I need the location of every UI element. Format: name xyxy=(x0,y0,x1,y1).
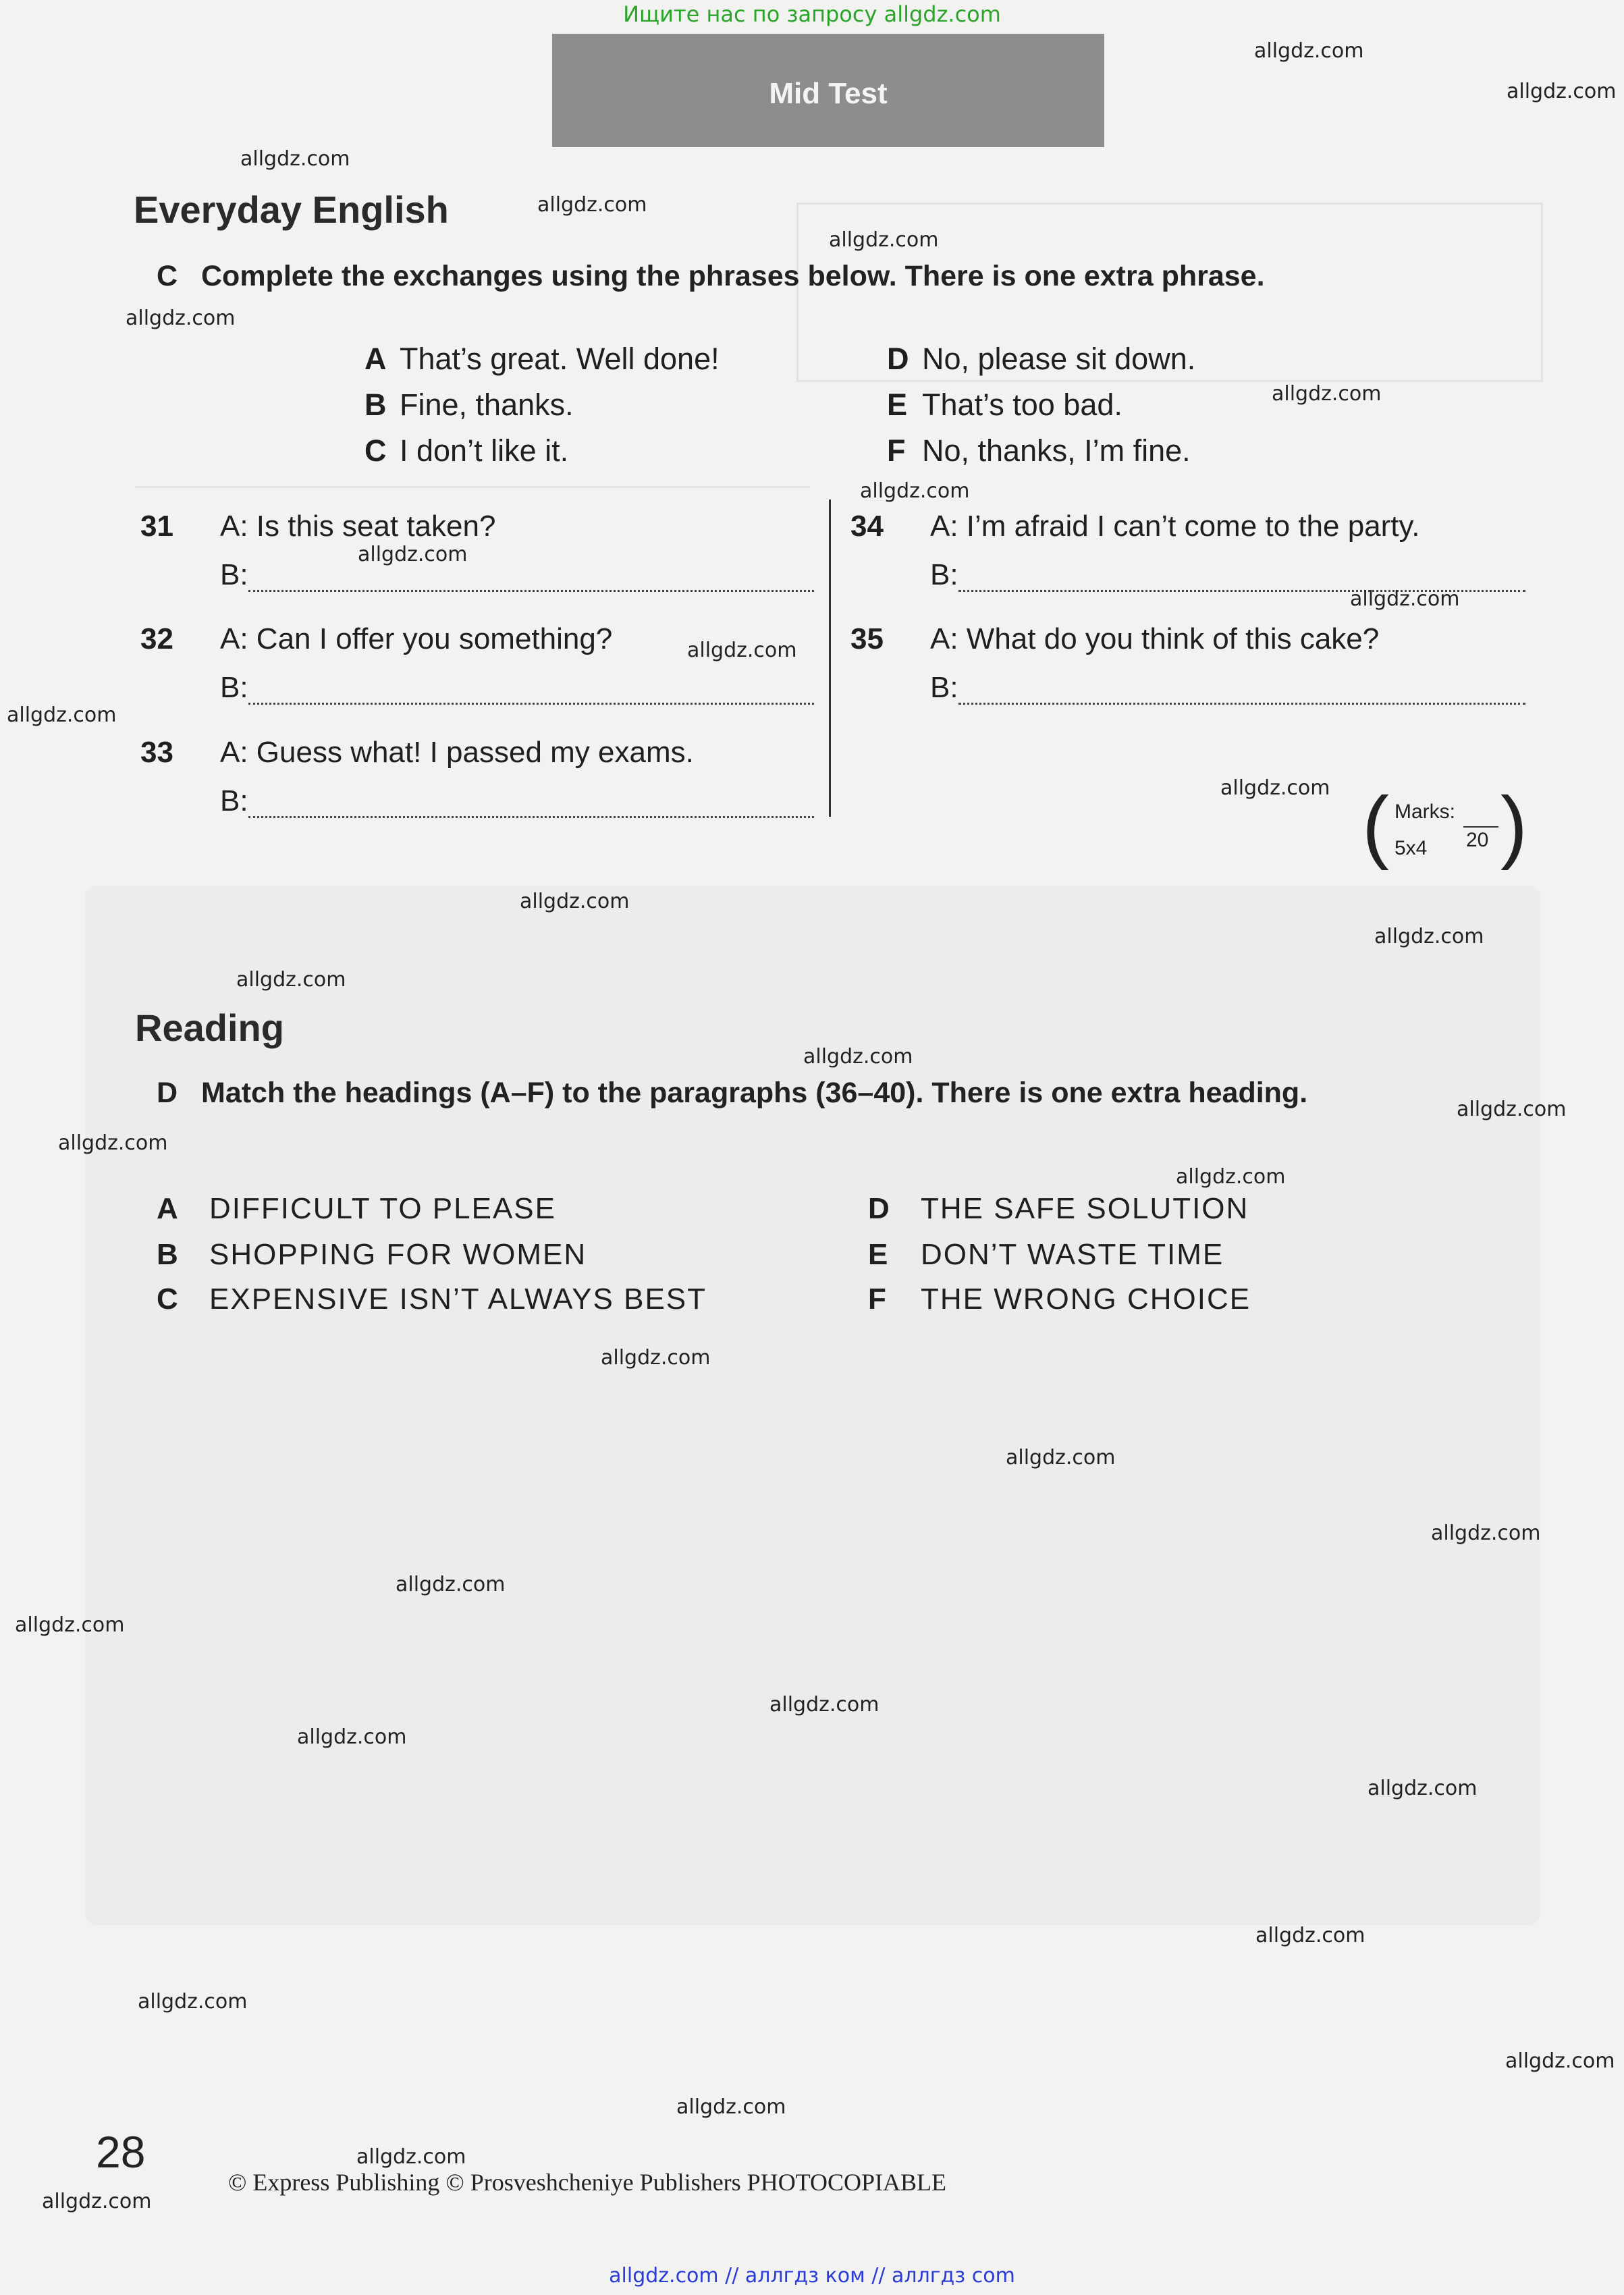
heading-option: A DIFFICULT TO PLEASE xyxy=(157,1192,556,1225)
bleed-through-band xyxy=(85,886,1540,1925)
instruction-text: Complete the exchanges using the phrases below. There is one extra phrase. xyxy=(201,260,1265,292)
watermark: allgdz.com xyxy=(1255,1924,1365,1947)
copyright-footer: © Express Publishing © Prosveshcheniye Publishers PHOTOCOPIABLE xyxy=(228,2169,947,2196)
heading-option: E DON’T WASTE TIME xyxy=(868,1238,1224,1271)
phrase-option: F No, thanks, I’m fine. xyxy=(887,433,1191,468)
watermark: allgdz.com xyxy=(803,1045,913,1069)
exercise-c-instruction xyxy=(157,260,1265,293)
phrase-option: A That’s great. Well done! xyxy=(364,342,720,376)
answer-blank[interactable] xyxy=(958,678,1525,705)
watermark: allgdz.com xyxy=(358,543,468,566)
watermark: allgdz.com xyxy=(236,968,346,992)
bottom-banner: allgdz.com // аллгдз ком // аллгдз com xyxy=(609,2264,1015,2288)
phrase-option: D No, please sit down. xyxy=(887,342,1196,376)
top-banner: Ищите нас по запросу allgdz.com xyxy=(623,1,1001,27)
watermark: allgdz.com xyxy=(1368,1777,1478,1800)
reading-title: Reading xyxy=(135,1006,284,1049)
watermark: allgdz.com xyxy=(1374,925,1484,948)
watermark: allgdz.com xyxy=(126,306,236,330)
watermark: allgdz.com xyxy=(1006,1446,1116,1469)
marks-paren-left: ( xyxy=(1362,780,1389,871)
instruction-text: Match the headings (A–F) to the paragraphs (36–40). There is one extra heading. xyxy=(201,1077,1308,1109)
watermark: allgdz.com xyxy=(7,703,117,727)
watermark: allgdz.com xyxy=(1176,1165,1286,1189)
exercise-letter: D xyxy=(157,1077,178,1109)
everyday-english-title: Everyday English xyxy=(134,188,449,231)
column-divider xyxy=(829,500,831,817)
watermark: allgdz.com xyxy=(396,1573,506,1596)
exchange-question: 32 A: Can I offer you something? B: xyxy=(140,622,815,717)
answer-blank[interactable] xyxy=(248,566,814,592)
heading-option: C EXPENSIVE ISN’T ALWAYS BEST xyxy=(157,1282,707,1316)
exchange-question: 35 A: What do you think of this cake? B: xyxy=(850,622,1525,717)
marks-paren-right: ) xyxy=(1500,780,1527,871)
watermark: allgdz.com xyxy=(1431,1521,1541,1545)
marks-box xyxy=(1362,780,1527,871)
phrase-option: E That’s too bad. xyxy=(887,387,1122,422)
exchange-question: 31 A: Is this seat taken? B: xyxy=(140,510,815,604)
watermark: allgdz.com xyxy=(1350,587,1460,611)
watermark: allgdz.com xyxy=(1254,39,1364,63)
watermark: allgdz.com xyxy=(58,1131,168,1155)
exchange-question: 34 A: I’m afraid I can’t come to the party. B: xyxy=(850,510,1525,604)
watermark: allgdz.com xyxy=(520,890,630,913)
watermark: allgdz.com xyxy=(769,1693,879,1717)
page-number: 28 xyxy=(96,2127,146,2177)
watermark: allgdz.com xyxy=(1505,2049,1615,2073)
watermark: allgdz.com xyxy=(829,228,939,252)
watermark: allgdz.com xyxy=(42,2190,152,2213)
watermark: allgdz.com xyxy=(1507,80,1617,103)
heading-option: B SHOPPING FOR WOMEN xyxy=(157,1238,587,1271)
watermark: allgdz.com xyxy=(15,1613,125,1637)
answer-blank[interactable] xyxy=(248,792,814,818)
exercise-d-instruction xyxy=(157,1077,1307,1110)
watermark: allgdz.com xyxy=(297,1725,407,1749)
exercise-letter: C xyxy=(157,260,178,292)
watermark: allgdz.com xyxy=(1457,1098,1567,1121)
watermark: allgdz.com xyxy=(860,479,970,503)
watermark: allgdz.com xyxy=(1272,382,1382,406)
marks-total: 20 xyxy=(1466,829,1489,851)
heading-option: F THE WRONG CHOICE xyxy=(868,1282,1251,1316)
marks-label: Marks: xyxy=(1395,801,1455,823)
watermark: allgdz.com xyxy=(687,639,797,662)
marks-fraction-bar xyxy=(1463,826,1498,828)
watermark: allgdz.com xyxy=(240,147,350,171)
phrase-option: B Fine, thanks. xyxy=(364,387,574,422)
exchange-question: 33 A: Guess what! I passed my exams. B: xyxy=(140,736,815,830)
watermark: allgdz.com xyxy=(537,193,647,217)
marks-formula: 5x4 xyxy=(1395,837,1428,859)
watermark: allgdz.com xyxy=(676,2095,786,2119)
phrase-option: C I don’t like it. xyxy=(364,433,569,468)
section-header xyxy=(552,34,1104,147)
watermark: allgdz.com xyxy=(601,1346,711,1370)
heading-option: D THE SAFE SOLUTION xyxy=(868,1192,1249,1225)
section-header-title: Mid Test xyxy=(769,77,888,110)
answer-blank[interactable] xyxy=(248,678,814,705)
watermark: allgdz.com xyxy=(1220,776,1330,800)
watermark: allgdz.com xyxy=(138,1990,248,2014)
watermark: allgdz.com xyxy=(356,2145,466,2169)
